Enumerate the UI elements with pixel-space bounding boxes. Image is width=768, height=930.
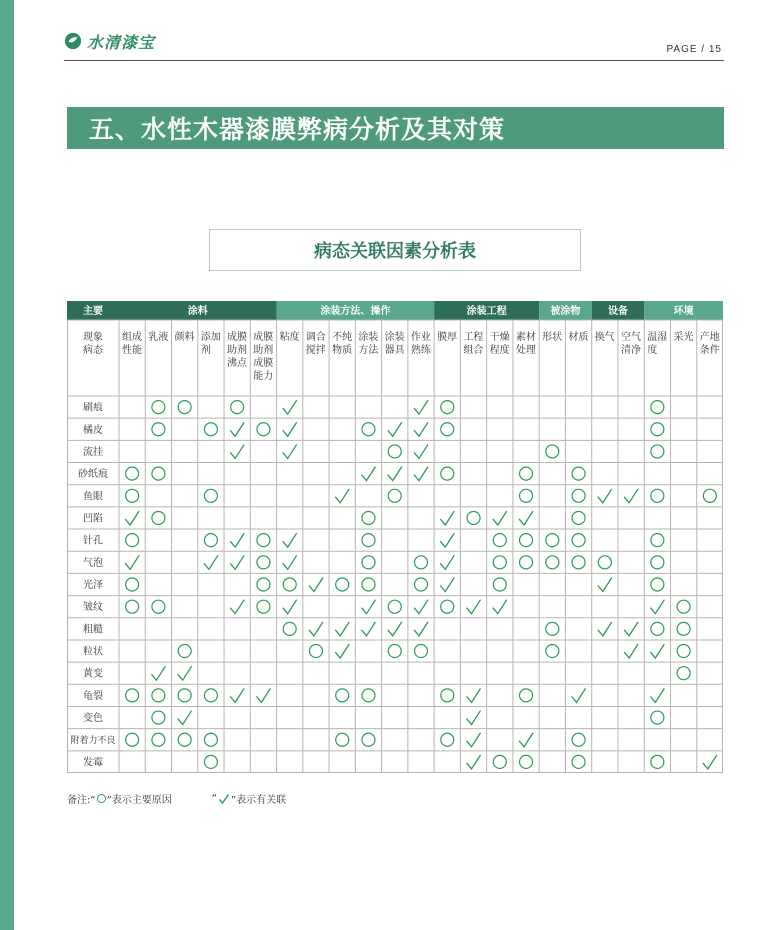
circle-mark-icon [441, 600, 454, 613]
circle-mark-icon [546, 534, 559, 547]
circle-mark-icon [546, 556, 559, 569]
row-label-16: 发霉 [83, 757, 103, 769]
check-mark-icon [230, 600, 244, 614]
analysis-table-svg [67, 301, 723, 773]
circle-mark-icon [441, 401, 454, 414]
circle-mark-icon [441, 689, 454, 702]
check-mark-icon [414, 467, 428, 481]
column-header-20: 度 [647, 345, 658, 356]
analysis-table [67, 301, 723, 773]
circle-mark-icon [152, 689, 165, 702]
column-header-19: 清净 [620, 345, 641, 356]
circle-mark-icon [257, 578, 270, 591]
column-header-5: 助剂 [253, 345, 274, 356]
row-label-4: 鱼眼 [83, 491, 103, 503]
column-header-10: 器具 [384, 345, 405, 356]
column-header-13: 组合 [463, 345, 484, 356]
circle-mark-icon [415, 645, 428, 658]
column-header-8: 不纯 [332, 332, 353, 343]
check-mark-icon [335, 622, 349, 636]
circle-mark-icon [388, 489, 401, 502]
circle-mark-icon [362, 511, 375, 524]
circle-mark-icon [336, 689, 349, 702]
note-check-post: ”表示有关联 [230, 795, 287, 806]
circle-mark-icon [651, 401, 664, 414]
check-mark-icon [335, 644, 349, 658]
table-title: 病态关联因素分析表 [314, 241, 476, 262]
check-mark-icon [283, 600, 297, 614]
row-label-13: 龟裂 [83, 690, 103, 702]
circle-mark-icon [572, 556, 585, 569]
circle-mark-icon [651, 755, 664, 768]
circle-mark-icon [257, 600, 270, 613]
circle-mark-icon [651, 534, 664, 547]
check-mark-icon [624, 622, 638, 636]
circle-mark-icon [520, 489, 533, 502]
check-mark-icon [125, 511, 139, 525]
circle-mark-icon [283, 578, 296, 591]
row-label-10: 粗糙 [83, 624, 103, 636]
circle-mark-icon [178, 401, 191, 414]
check-mark-icon [151, 666, 165, 680]
column-header-18: 换气 [594, 332, 615, 343]
row-label-3: 砂纸痕 [78, 469, 108, 481]
check-mark-icon [467, 688, 481, 702]
circle-mark-icon [257, 534, 270, 547]
circle-mark-icon [651, 578, 664, 591]
check-mark-icon [361, 467, 375, 481]
check-mark-icon [598, 578, 612, 592]
circle-mark-icon [598, 556, 611, 569]
column-header-4: 助剂 [227, 345, 248, 356]
column-header-10: 涂装 [384, 332, 405, 343]
circle-mark-icon [467, 511, 480, 524]
check-mark-icon [178, 711, 192, 725]
circle-mark-icon [651, 556, 664, 569]
note-check-pre: “ [211, 793, 217, 804]
title-banner [67, 107, 724, 149]
check-mark-icon [335, 489, 349, 503]
column-header-3: 剂 [200, 345, 211, 356]
column-header-14: 程度 [489, 345, 510, 356]
circle-mark-icon [520, 556, 533, 569]
check-mark-icon [204, 555, 218, 569]
column-header-9: 方法 [358, 345, 379, 356]
circle-mark-icon [546, 645, 559, 658]
row-label-7: 气泡 [83, 557, 103, 569]
check-mark-icon [218, 793, 230, 805]
check-mark-icon [309, 578, 323, 592]
check-mark-icon [388, 622, 402, 636]
subtitle-box [209, 229, 581, 271]
legend-note [67, 791, 286, 806]
circle-mark-icon [204, 489, 217, 502]
check-mark-icon [467, 711, 481, 725]
check-mark-icon [493, 511, 507, 525]
circle-mark-icon [204, 534, 217, 547]
column-header-22: 条件 [699, 345, 720, 356]
check-mark-icon [309, 622, 323, 636]
circle-mark-icon [126, 467, 139, 480]
check-mark-icon [440, 511, 454, 525]
circle-mark-icon [572, 733, 585, 746]
column-header-4: 成膜 [227, 332, 248, 343]
column-header-5: 成膜 [253, 332, 274, 343]
circle-mark-icon [703, 489, 716, 502]
circle-mark-icon [362, 556, 375, 569]
circle-mark-icon [204, 733, 217, 746]
check-mark-icon [703, 755, 717, 769]
page-title: 五、水性木器漆膜弊病分析及其对策 [89, 115, 506, 144]
circle-mark-icon [204, 423, 217, 436]
check-mark-icon [388, 422, 402, 436]
check-mark-icon [414, 422, 428, 436]
check-mark-icon [440, 533, 454, 547]
circle-mark-icon [126, 578, 139, 591]
circle-mark-icon [204, 755, 217, 768]
circle-mark-icon [178, 645, 191, 658]
check-mark-icon [440, 555, 454, 569]
group-label: 涂料 [187, 306, 208, 317]
circle-mark-icon [441, 733, 454, 746]
circle-mark-icon [572, 534, 585, 547]
row-label-8: 光泽 [83, 580, 103, 591]
circle-mark-icon [257, 423, 270, 436]
column-header-12: 膜厚 [437, 332, 458, 343]
column-header-22: 产地 [699, 332, 720, 343]
check-mark-icon [230, 688, 244, 702]
circle-mark-icon [546, 622, 559, 635]
check-mark-icon [598, 622, 612, 636]
column-header-6: 粘度 [279, 332, 300, 343]
column-header-0: 组成 [122, 332, 142, 343]
column-header-5: 能力 [253, 371, 274, 382]
circle-mark-icon [152, 423, 165, 436]
circle-mark-icon [572, 489, 585, 502]
check-mark-icon [283, 422, 297, 436]
circle-mark-icon [651, 622, 664, 635]
circle-mark-icon [677, 645, 690, 658]
row-label-15: 附着力不良 [70, 736, 116, 747]
check-mark-icon [256, 688, 270, 702]
check-mark-icon [283, 555, 297, 569]
circle-mark-icon [677, 622, 690, 635]
leaf-circle-icon [64, 32, 82, 50]
column-header-9: 涂装 [358, 332, 379, 343]
column-header-7: 调合 [305, 332, 326, 343]
row-label-11: 粒状 [83, 646, 103, 658]
circle-mark-icon [283, 622, 296, 635]
row-header-label-line: 病态 [83, 345, 103, 356]
column-header-11: 作业 [410, 332, 431, 343]
column-header-19: 空气 [620, 332, 641, 343]
row-label-1: 橘皮 [83, 424, 103, 436]
row-label-0: 刷痕 [83, 402, 103, 414]
row-label-14: 变色 [83, 713, 103, 725]
circle-mark-icon [493, 755, 506, 768]
circle-mark-icon [520, 467, 533, 480]
circle-mark-icon [231, 401, 244, 414]
column-header-14: 干燥 [489, 332, 510, 343]
circle-mark-icon [520, 534, 533, 547]
check-mark-icon [440, 578, 454, 592]
group-label: 被涂物 [550, 306, 581, 317]
circle-mark-icon [152, 511, 165, 524]
column-header-17: 材质 [568, 332, 589, 343]
check-mark-icon [624, 644, 638, 658]
check-mark-icon [283, 444, 297, 458]
check-mark-icon [519, 511, 533, 525]
check-mark-icon [283, 400, 297, 414]
circle-mark-icon [362, 689, 375, 702]
circle-mark-icon [441, 423, 454, 436]
circle-mark-icon [126, 534, 139, 547]
note-circle-post: ”表示主要原因 [106, 795, 172, 806]
header-divider [64, 60, 724, 61]
check-mark-icon [598, 489, 612, 503]
check-mark-icon [361, 622, 375, 636]
circle-mark-icon [651, 445, 664, 458]
circle-mark-icon [178, 733, 191, 746]
column-header-4: 沸点 [227, 358, 248, 369]
circle-mark-icon [336, 733, 349, 746]
circle-mark-icon [152, 733, 165, 746]
check-mark-icon [467, 733, 481, 747]
column-header-3: 添加 [200, 332, 221, 343]
group-label: 涂装工程 [466, 306, 507, 317]
check-mark-icon [493, 600, 507, 614]
row-label-6: 针孔 [83, 535, 103, 547]
check-mark-icon [414, 400, 428, 414]
circle-mark-icon [651, 711, 664, 724]
circle-mark-icon [388, 445, 401, 458]
check-mark-icon [414, 444, 428, 458]
side-accent-bar [0, 0, 14, 930]
check-mark-icon [414, 622, 428, 636]
check-mark-icon [467, 755, 481, 769]
circle-mark-icon [152, 711, 165, 724]
circle-mark-icon [257, 556, 270, 569]
row-label-2: 流挂 [83, 446, 103, 458]
column-header-13: 工程 [463, 332, 484, 343]
check-mark-icon [361, 600, 375, 614]
check-mark-icon [414, 600, 428, 614]
check-mark-icon [650, 688, 664, 702]
page-number: PAGE / 15 [666, 44, 722, 55]
check-mark-icon [572, 688, 586, 702]
check-mark-icon [230, 444, 244, 458]
column-header-7: 搅拌 [305, 345, 326, 356]
column-header-1: 乳液 [148, 332, 169, 343]
column-header-21: 采光 [673, 332, 694, 343]
column-header-16: 形状 [542, 332, 563, 343]
circle-mark-icon [493, 534, 506, 547]
column-header-15: 素材 [515, 332, 536, 343]
table-border [68, 320, 723, 773]
row-header-label-line: 现象 [83, 332, 103, 343]
circle-mark-icon [520, 689, 533, 702]
check-mark-icon [178, 666, 192, 680]
column-header-20: 温湿 [647, 332, 668, 343]
check-mark-icon [125, 555, 139, 569]
circle-mark-icon [572, 511, 585, 524]
column-header-2: 颜料 [174, 332, 195, 343]
column-header-11: 熟练 [410, 345, 431, 356]
circle-mark-icon [677, 667, 690, 680]
column-header-15: 处理 [515, 345, 536, 356]
circle-mark-icon [204, 689, 217, 702]
circle-mark-icon [126, 689, 139, 702]
circle-mark-icon [651, 423, 664, 436]
brand-logo [64, 30, 155, 52]
circle-mark-icon [126, 489, 139, 502]
circle-mark-icon [152, 401, 165, 414]
column-header-5: 成膜 [253, 358, 274, 369]
circle-mark-icon [309, 645, 322, 658]
note-circle-pre: 备注:“ [67, 795, 96, 806]
group-label: 涂装方法、操作 [320, 306, 391, 317]
circle-mark-icon [651, 489, 664, 502]
circle-mark-icon [388, 600, 401, 613]
circle-mark-icon [677, 600, 690, 613]
circle-mark-icon [178, 689, 191, 702]
brand-name: 水清漆宝 [87, 32, 156, 52]
check-mark-icon [230, 555, 244, 569]
column-header-8: 物质 [332, 345, 353, 356]
circle-mark-icon [152, 600, 165, 613]
check-mark-icon [230, 533, 244, 547]
row-label-9: 皱纹 [83, 602, 103, 614]
circle-mark-icon [441, 467, 454, 480]
circle-mark-icon [415, 578, 428, 591]
circle-mark-icon [362, 534, 375, 547]
check-mark-icon [388, 467, 402, 481]
check-mark-icon [650, 644, 664, 658]
circle-mark-icon [520, 755, 533, 768]
circle-mark-icon [493, 556, 506, 569]
circle-mark-icon [388, 645, 401, 658]
check-mark-icon [467, 600, 481, 614]
circle-mark-icon [572, 755, 585, 768]
circle-mark-icon [126, 733, 139, 746]
corner-label: 主要 [83, 306, 103, 317]
column-header-0: 性能 [122, 345, 142, 356]
group-label: 环境 [673, 306, 694, 317]
check-mark-icon [624, 489, 638, 503]
group-label: 设备 [607, 306, 628, 317]
check-mark-icon [519, 733, 533, 747]
circle-mark-icon [126, 600, 139, 613]
circle-mark-icon [572, 467, 585, 480]
circle-mark-icon [152, 467, 165, 480]
circle-mark-icon [97, 794, 106, 803]
circle-mark-icon [546, 445, 559, 458]
circle-mark-icon [336, 578, 349, 591]
row-label-12: 黄变 [83, 668, 103, 680]
circle-mark-icon [415, 556, 428, 569]
row-label-5: 凹陷 [83, 513, 103, 525]
check-mark-icon [650, 600, 664, 614]
circle-mark-icon [362, 733, 375, 746]
check-mark-icon [230, 422, 244, 436]
circle-mark-icon [362, 423, 375, 436]
circle-mark-icon [493, 578, 506, 591]
circle-mark-icon [362, 578, 375, 591]
check-mark-icon [283, 533, 297, 547]
